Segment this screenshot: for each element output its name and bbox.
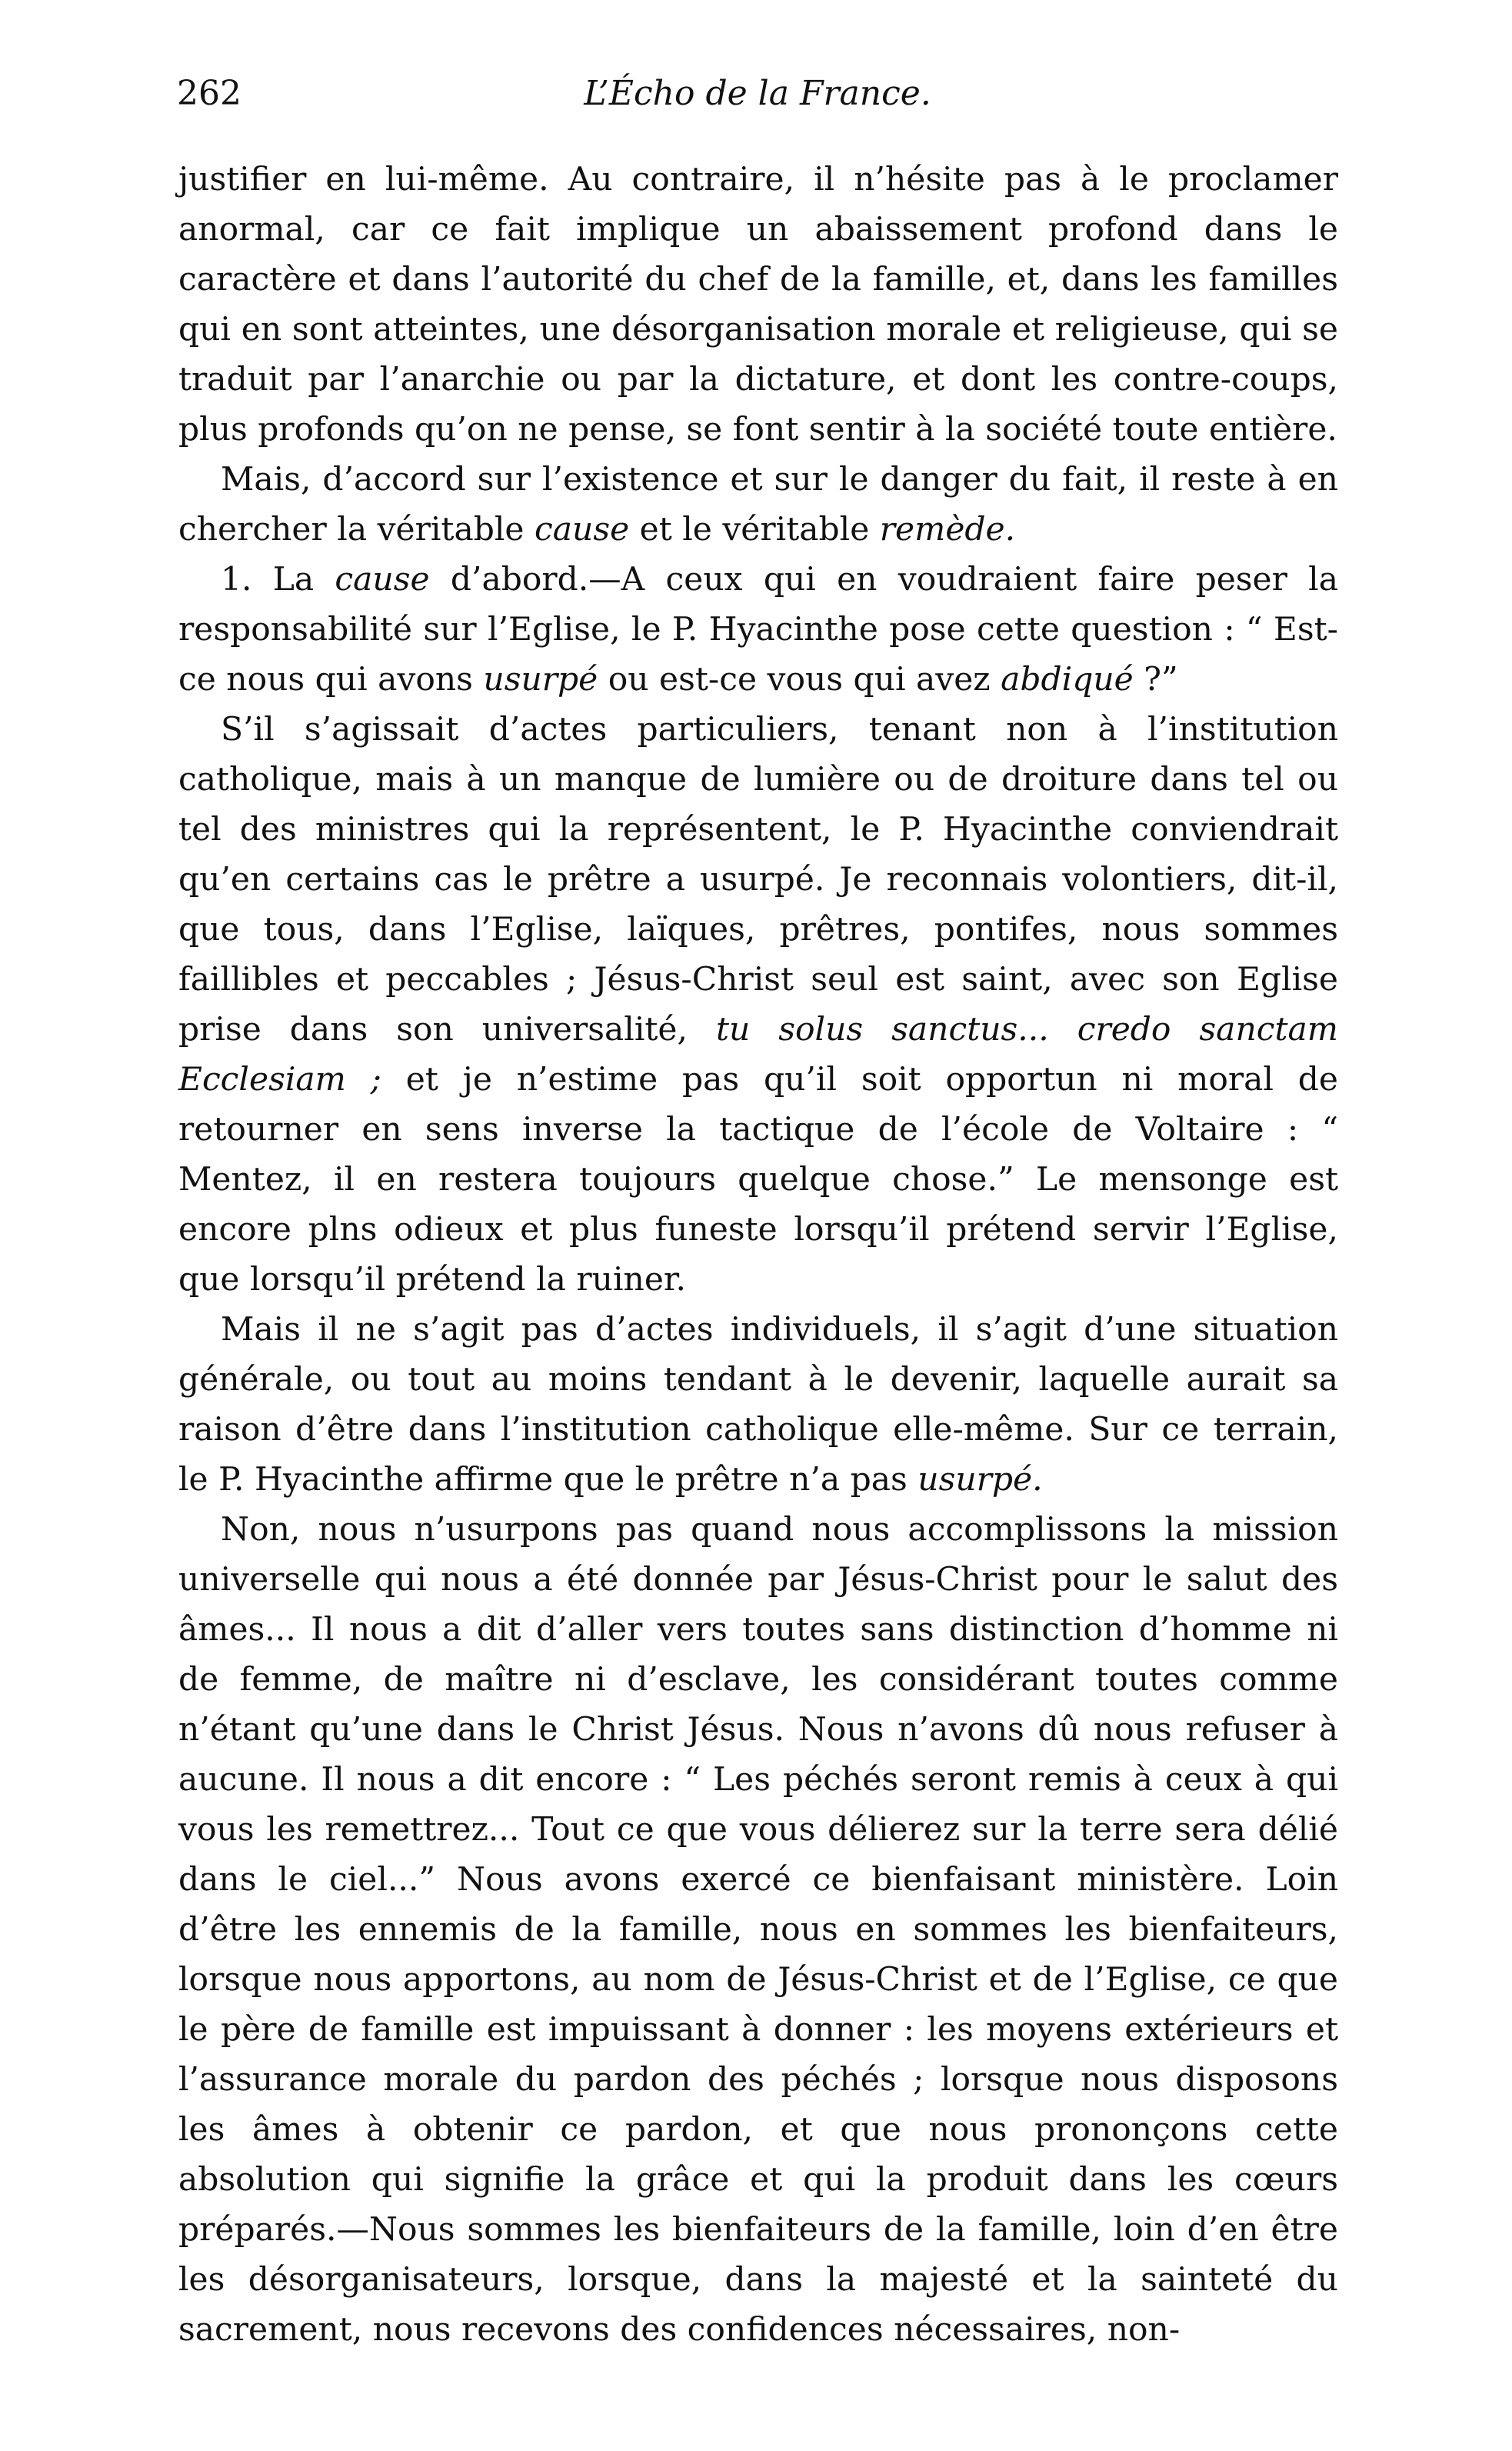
text-run: ?”: [1133, 660, 1178, 698]
paragraph: [178, 554, 1338, 704]
text-run: Non, nous n’usurpons pas quand nous accomplissons la mission universelle qui nous a été donnée par Jésus-Christ pour le salut des âmes... Il nous a dit d’aller vers toutes sans distinction d’homme ni de femme, de maître ni d’esclave, les considérant toutes comme n’étant qu’une dans le Christ Jésus. Nous n’avons dû nous refuser à aucune. Il nous a dit encore : “ Les péchés seront remis à ceux à qui vous les remettrez... Tout ce que vous délierez sur la terre sera délié dans le ciel...” Nous avons exercé ce bienfaisant ministère. Loin d’être les ennemis de la famille, nous en sommes les bienfaiteurs, lorsque nous apportons, au nom de Jésus-Christ et de l’Eglise, ce que le père de famille est impuissant à donner : les moyens extérieurs et l’assurance morale du pardon des péchés ; lorsque nous disposons les âmes à obtenir ce pardon, et que nous prononçons cette absolution qui signifie la grâce et qui la produit dans les cœurs préparés.—Nous sommes les bienfaiteurs de la famille, loin d’en être les désorganisateurs, lorsque, dans la majesté et la sainteté du sacrement, nous recevons des confidences nécessaires, non-: [178, 1510, 1338, 2348]
running-title: L’Écho de la France.: [584, 74, 931, 113]
paragraph: [178, 704, 1338, 1304]
text-run: et je n’estime pas qu’il soit opportun ni moral de retourner en sens inverse la tactique de l’école de Voltaire : “ Mentez, il en restera toujours quelque chose.” Le mensonge est encore plns odieux et plus funeste lorsqu’il prétend servir l’Eglise, que lorsqu’il prétend la ruiner.: [178, 1060, 1339, 1298]
text-run: justifier en lui-même. Au contraire, il n’hésite pas à le proclamer anormal, car ce fait implique un abaissement profond dans le caractère et dans l’autorité du chef de la famille, et, dans les familles qui en sont atteintes, une désorganisation morale et religieuse, qui se traduit par l’anarchie ou par la dictature, et dont les contre-coups, plus profonds qu’on ne pense, se font sentir à la société toute entière.: [178, 160, 1338, 448]
paragraph: [178, 1304, 1338, 1504]
text-run: 1. La: [221, 560, 335, 598]
italic-text: cause: [535, 510, 630, 548]
paragraph: [178, 154, 1338, 454]
page-header: [177, 71, 1338, 125]
italic-text: remède.: [879, 510, 1016, 548]
text-run: Mais il ne s’agit pas d’actes individuels, il s’agit d’une situation générale, ou tout au moins tendant à le devenir, laquelle aurait sa raison d’être dans l’institution catholique elle-même. Sur ce terrain, le P. Hyacinthe affirme que le prêtre n’a pas: [178, 1310, 1338, 1498]
text-run: d’abord.—A ceux qui en voudraient faire peser la responsabilité sur l’Eglise, le P. Hyacinthe pose cette question : “ Est-ce nous qui avons: [178, 560, 1338, 698]
italic-text: tu solus sanctus... credo sanctam Ecclesiam ;: [178, 1010, 1338, 1098]
italic-text: usurpé: [483, 660, 598, 698]
text-run: S’il s’agissait d’actes particuliers, tenant non à l’institution catholique, mais à un manque de lumière ou de droiture dans tel ou tel des ministres qui la représentent, le P. Hyacinthe conviendrait qu’en certains cas le prêtre a usurpé. Je reconnais volontiers, dit-il, que tous, dans l’Eglise, laïques, prêtres, pontifes, nous sommes faillibles et peccables ; Jésus-Christ seul est saint, avec son Eglise prise dans son universalité,: [178, 710, 1338, 1048]
italic-text: cause: [335, 560, 430, 598]
italic-text: abdiqué: [1001, 660, 1134, 698]
text-run: ou est-ce vous qui avez: [598, 660, 1001, 698]
body-text: [178, 154, 1338, 2354]
page-number: 262: [177, 74, 241, 113]
italic-text: usurpé.: [918, 1460, 1043, 1498]
text-run: Mais, d’accord sur l’existence et sur le danger du fait, il reste à en chercher la véritable: [178, 460, 1338, 548]
paragraph: [178, 1504, 1338, 2354]
paragraph: [178, 454, 1338, 554]
text-run: et le véritable: [629, 510, 880, 548]
